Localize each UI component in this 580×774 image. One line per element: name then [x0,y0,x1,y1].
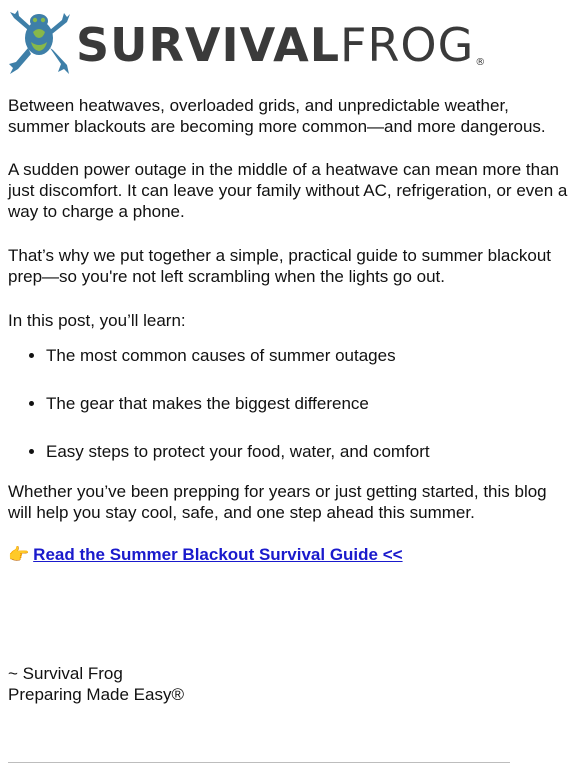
brand-name-light: FROG [340,18,475,72]
brand-logo[interactable] [6,8,486,78]
list-item: • The gear that makes the biggest difference [46,393,430,441]
list-item: • Easy steps to protect your food, water, and comfort [46,441,430,489]
signature-name: ~ Survival Frog [8,664,123,683]
guide-paragraph: That’s why we put together a simple, practical guide to summer blackout prep—so you're not left scrambling when the lights go out. [8,246,552,286]
footer-divider [8,762,510,763]
signature [8,663,184,705]
cta-line [8,544,403,565]
list-item: • The most common causes of summer outages [46,345,430,393]
pointing-hand-icon: 👉 [8,545,30,564]
brand-wordmark [76,18,487,72]
signature-tagline: Preparing Made Easy® [8,685,185,704]
learn-list [8,345,430,489]
outage-paragraph: A sudden power outage in the middle of a heatwave can mean more than just discomfort. It can leave your family without AC, refrigeration, or even a way to charge a phone. [8,160,568,221]
learn-intro: In this post, you’ll learn: [8,311,186,330]
guide-link[interactable]: Read the Summer Blackout Survival Guide << [33,545,403,564]
intro-paragraph: Between heatwaves, overloaded grids, and unpredictable weather, summer blackouts are becoming more common—and more dangerous. [8,96,546,136]
registered-mark: ® [475,57,487,68]
frog-icon [6,8,72,78]
closing-paragraph: Whether you’ve been prepping for years or just getting started, this blog will help you stay cool, safe, and one step ahead this summer. [8,482,547,522]
brand-name-bold: SURVIVAL [76,18,341,72]
